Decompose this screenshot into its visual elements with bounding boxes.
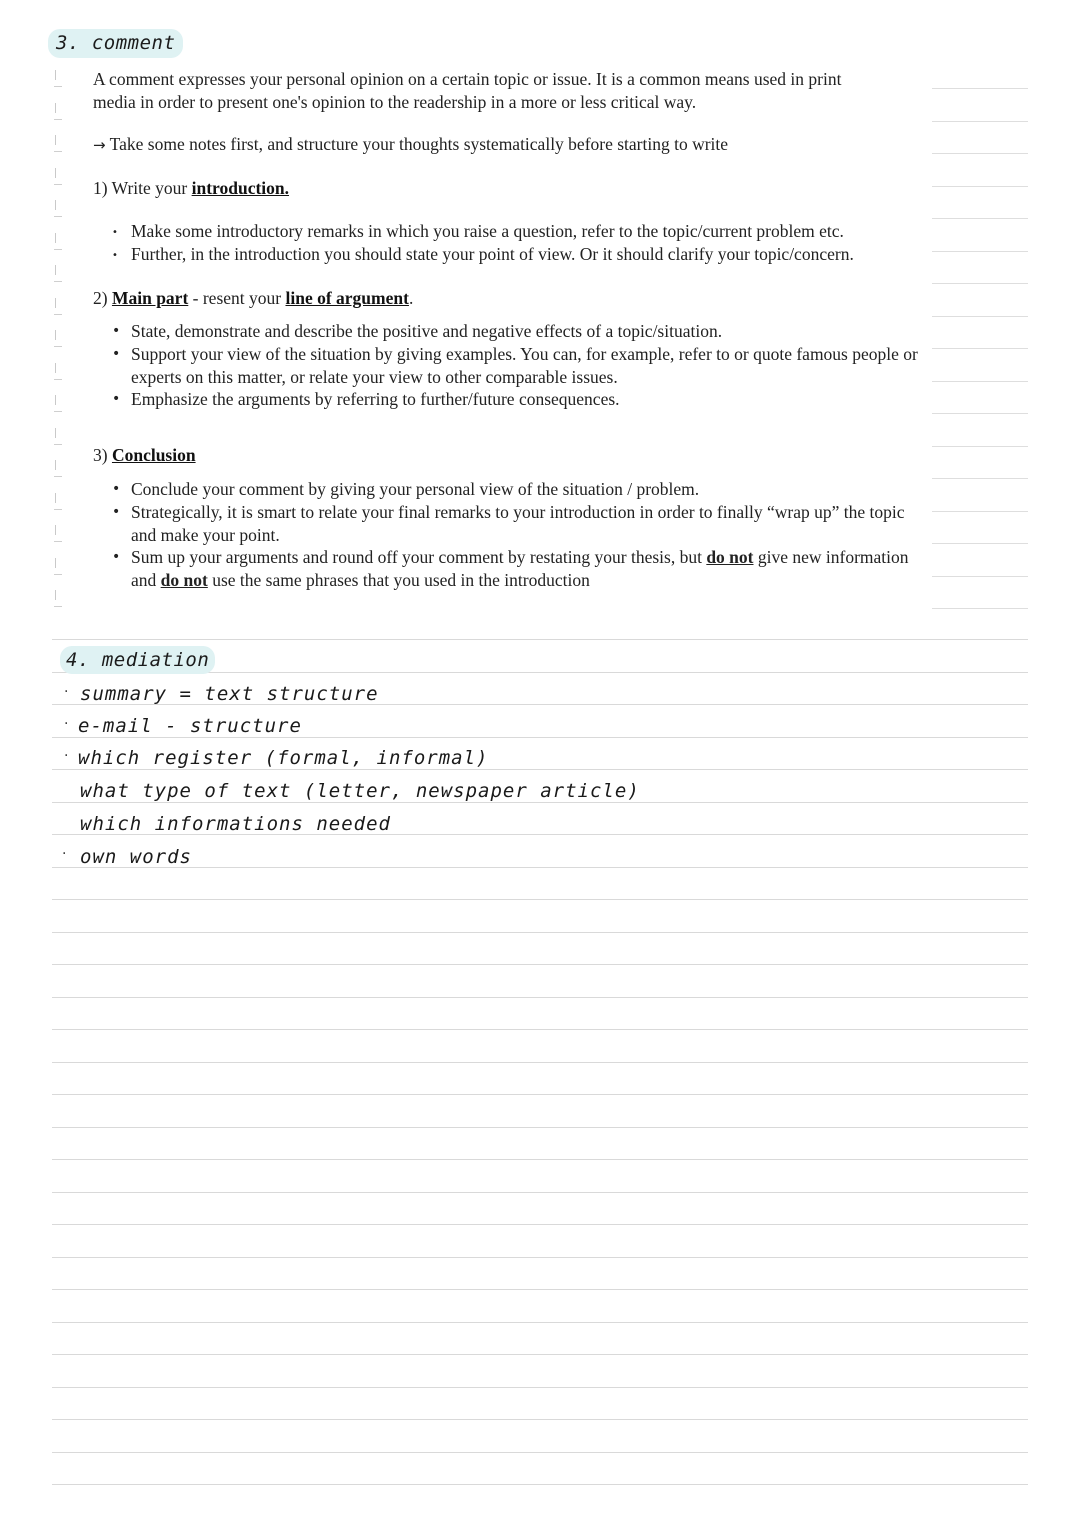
ruled-line: [932, 381, 1028, 382]
margin-tick: [54, 119, 62, 120]
margin-tick: [54, 314, 62, 315]
ruled-line: [932, 446, 1028, 447]
list-item: • Further, in the introduction you should state your point of view. Or it should clarify your topic/concern.: [112, 243, 854, 264]
margin-tick: [54, 411, 62, 412]
introduction-keyword: introduction.: [191, 178, 290, 198]
list-item: • Sum up your arguments and round off your comment by restating your thesis, but do not give new information and do not use the same phrases that you used in the introduction: [112, 547, 909, 591]
margin-tick: [54, 184, 62, 185]
ruled-line: [52, 964, 1028, 965]
ruled-line: [932, 186, 1028, 187]
margin-tick: [54, 574, 62, 575]
bullet-dot: ·: [62, 846, 67, 862]
mediation-note: e-mail - structure: [78, 715, 302, 737]
margin-tick: [54, 151, 62, 152]
line-of-argument-keyword: line of argument: [285, 288, 409, 308]
margin-tick: [55, 265, 56, 275]
margin-tick: [55, 493, 56, 503]
ruled-line: [52, 1029, 1028, 1030]
mediation-note: which informations needed: [80, 813, 391, 835]
bullet-dot: ·: [64, 716, 69, 732]
ruled-line: [52, 1419, 1028, 1420]
list-item: • State, demonstrate and describe the positive and negative effects of a topic/situation.: [112, 321, 723, 341]
margin-tick: [55, 330, 56, 340]
mediation-note: which register (formal, informal): [78, 747, 489, 769]
margin-tick: [54, 346, 62, 347]
step-2-title: [93, 287, 413, 309]
margin-tick: [54, 606, 62, 607]
bullet-dot: ·: [64, 748, 69, 764]
ruled-line: [52, 1224, 1028, 1225]
mediation-note: summary = text structure: [80, 683, 379, 705]
main-part-bullets: [108, 320, 918, 411]
margin-tick: [55, 460, 56, 470]
ruled-line: [52, 1484, 1028, 1485]
definition-line-1: A comment expresses your personal opinion on a certain topic or issue. It is a common means used in print: [93, 69, 842, 89]
margin-tick: [54, 249, 62, 250]
margin-tick: [55, 233, 56, 243]
list-item: • Support your view of the situation by giving examples. You can, for example, refer to or quote famous people or experts on this matter, or relate your view to other comparable issues.: [112, 343, 918, 387]
margin-tick: [55, 428, 56, 438]
mediation-note: own words: [80, 846, 192, 868]
ruled-line: [932, 511, 1028, 512]
margin-tick: [55, 103, 56, 113]
arrow-right-icon: →: [93, 136, 106, 154]
ruled-line: [932, 576, 1028, 577]
ruled-line: [932, 608, 1028, 609]
ruled-line: [52, 932, 1028, 933]
ruled-line: [52, 639, 1028, 640]
margin-tick: [54, 541, 62, 542]
margin-tick: [54, 509, 62, 510]
do-not-emphasis: do not: [160, 570, 208, 591]
notes-instruction: [93, 133, 919, 157]
step-2-end: .: [408, 288, 414, 308]
margin-tick: [55, 135, 56, 145]
margin-tick: [55, 200, 56, 210]
margin-tick: [55, 525, 56, 535]
ruled-line: [52, 867, 1028, 868]
ruled-line: [932, 88, 1028, 89]
conclusion-keyword: Conclusion: [111, 445, 196, 465]
introduction-bullets: [108, 220, 918, 266]
ruled-line: [932, 283, 1028, 284]
comment-definition: [93, 68, 919, 113]
ruled-line: [932, 543, 1028, 544]
margin-tick: [55, 298, 56, 308]
list-item: • Make some introductory remarks in which you raise a question, refer to the topic/current problem etc.: [112, 221, 844, 241]
ruled-line: [52, 1094, 1028, 1095]
section-4-heading: 4. mediation: [60, 646, 215, 674]
margin-tick: [55, 363, 56, 373]
ruled-line: [52, 1452, 1028, 1453]
margin-tick: [54, 216, 62, 217]
do-not-emphasis: do not: [706, 547, 754, 568]
ruled-line: [52, 1257, 1028, 1258]
ruled-line: [932, 478, 1028, 479]
conclusion-bullets: [108, 478, 918, 592]
step-1-prefix: 1) Write your: [93, 178, 192, 198]
step-3-prefix: 3): [93, 445, 112, 465]
definition-line-2: media in order to present one's opinion to the readership in a more or less critical way.: [93, 91, 697, 112]
margin-tick: [55, 558, 56, 568]
step-2-prefix: 2): [93, 288, 112, 308]
ruled-line: [52, 769, 1028, 770]
ruled-line: [932, 153, 1028, 154]
section-3-heading: 3. comment: [48, 29, 183, 58]
main-part-keyword: Main part: [111, 288, 189, 308]
list-item: • Conclude your comment by giving your personal view of the situation / problem.: [112, 479, 700, 499]
ruled-line: [52, 1322, 1028, 1323]
ruled-line: [932, 316, 1028, 317]
margin-tick: [55, 70, 56, 80]
ruled-line: [52, 802, 1028, 803]
step-2-middle: - resent your: [188, 288, 286, 308]
ruled-line: [52, 737, 1028, 738]
ruled-line: [52, 1127, 1028, 1128]
margin-tick: [54, 86, 62, 87]
ruled-line: [52, 1062, 1028, 1063]
ruled-line: [932, 218, 1028, 219]
margin-tick: [54, 444, 62, 445]
margin-tick: [55, 168, 56, 178]
ruled-line: [52, 1159, 1028, 1160]
ruled-line: [932, 121, 1028, 122]
ruled-line: [52, 1289, 1028, 1290]
notes-text: Take some notes first, and structure your thoughts systematically before starting to write: [109, 134, 729, 154]
ruled-line: [932, 413, 1028, 414]
mediation-note: what type of text (letter, newspaper article): [80, 780, 640, 802]
ruled-line: [52, 997, 1028, 998]
ruled-line: [52, 1354, 1028, 1355]
margin-tick: [55, 395, 56, 405]
ruled-line: [932, 348, 1028, 349]
list-item: • Emphasize the arguments by referring to further/future consequences.: [112, 389, 620, 410]
margin-tick: [54, 281, 62, 282]
margin-tick: [54, 476, 62, 477]
step-1-title: [93, 177, 289, 199]
bullet-dot: ·: [64, 684, 69, 700]
step-3-title: [93, 444, 196, 466]
ruled-line: [52, 1387, 1028, 1388]
margin-tick: [54, 379, 62, 380]
margin-tick: [55, 590, 56, 600]
list-item: • Strategically, it is smart to relate your final remarks to your introduction in order to finally “wrap up” the topic and make your point.: [112, 501, 905, 545]
ruled-line: [52, 899, 1028, 900]
ruled-line: [52, 1192, 1028, 1193]
ruled-line: [932, 251, 1028, 252]
